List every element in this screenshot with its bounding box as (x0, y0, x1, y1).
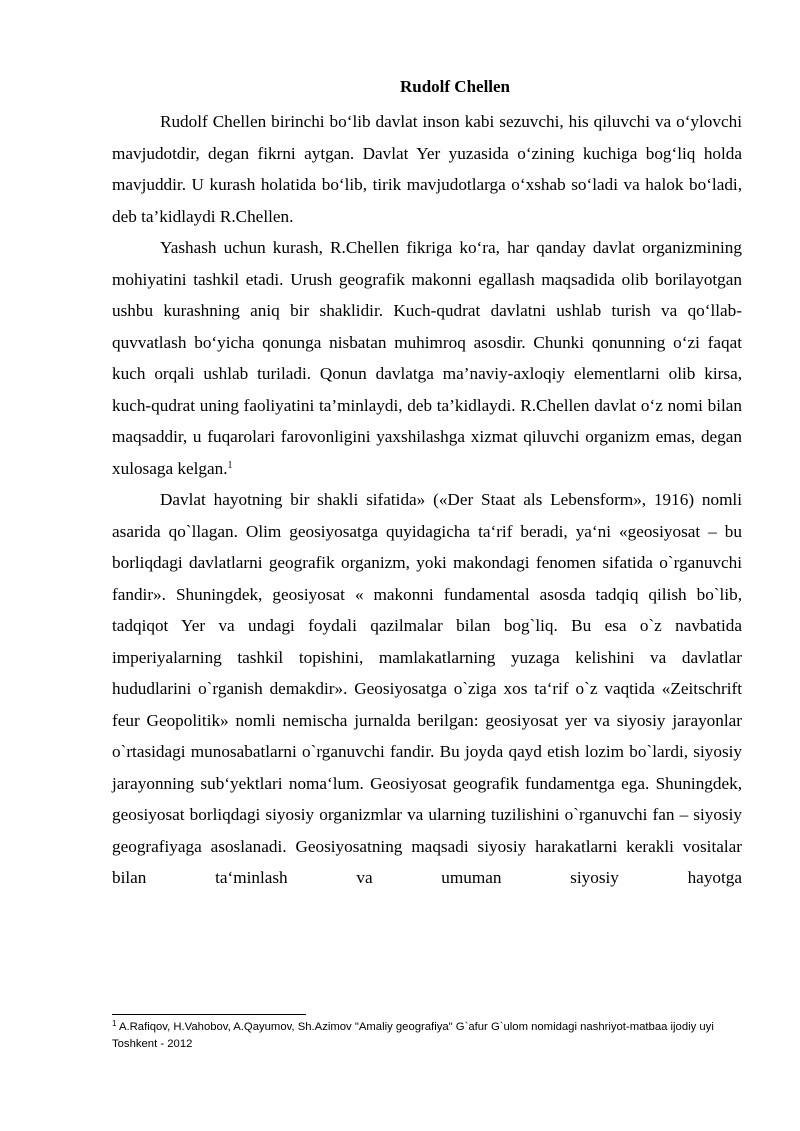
footnote-separator (112, 1014, 306, 1015)
footnote-marker: 1 (112, 1019, 117, 1028)
paragraph-text: Davlat hayotning bir shakli sifatida» («Der Staat als Lebensform», 1916) nomli asarida qo`llagan. Olim geosiyosatga quyidagicha ta‘rif beradi, ya‘ni «geosiyosat – bu borliqdagi davlatlarni geografik organizm, yoki makondagi fenomen sifatida o`rganuvchi fandir». Shuningdek, geosiyosat « makonni fundamental asosda tadqiq qilish bo`lib, tadqiqot Yer va undagi foydali qazilmalar bilan bog`liq. Bu esa o`z navbatida imperiyalarning tashkil topishini, mamlakatlarning yuzaga kelishini va davlatlar hududlarini o`rganish demakdir». Geosiyosatga o`ziga xos ta‘rif o`z vaqtida «Zeitschrift feur Geopolitik» nomli nemischa jurnalda berilgan: geosiyosat yer va siyosiy jarayonlar o`rtasidagi munosabatlarni o`rganuvchi fandir. Bu joyda qayd etish lozim bo`lardi, siyosiy jarayonning sub‘yektlari noma‘lum. Geosiyosat geografik fundamentga ega. Shuningdek, geosiyosat borliqdagi siyosiy organizmlar va ularning tuzilishini o`rganuvchi fan – siyosiy geografiyaga asoslanadi. Geosiyosatning maqsadi siyosiy harakatlarni kerakli vositalar bilan ta‘minlash va umuman siyosiy hayotga (112, 490, 742, 887)
page-title: Rudolf Chellen (399, 77, 511, 96)
paragraph-text: Rudolf Chellen birinchi bo‘lib davlat inson kabi sezuvchi, his qiluvchi va o‘ylovchi mavjudotdir, degan fikrni aytgan. Davlat Yer yuzasida o‘zining kuchiga bog‘liq holda mavjuddir. U kurash holatida bo‘lib, tirik mavjudotlarga o‘xshab so‘ladi va halok bo‘ladi, deb ta’kidlaydi R.Chellen. (112, 112, 742, 226)
paragraph-text: Yashash uchun kurash, R.Chellen fikriga ko‘ra, har qanday davlat organizmining mohiyatini tashkil etadi. Urush geografik makonni egallash maqsadida olib borilayotgan ushbu kurashning aniq bir shaklidir. Kuch-qudrat davlatni ushlab turish va qo‘llab-quvvatlash bo‘yicha qonunga nisbatan muhimroq asosdir. Chunki qonunning o‘zi faqat kuch orqali ushlab turiladi. Qonun davlatga ma’naviy-axloqiy elementlarni olib kirsa, kuch-qudrat uning faoliyatini ta’minlaydi, deb ta’kidlaydi. R.Chellen davlat o‘z nomi bilan maqsaddir, u fuqarolari farovonligini yaxshilashga xizmat qiluvchi organizm emas, degan xulosaga kelgan. (112, 238, 742, 478)
footnote-reference[interactable]: 1 (227, 459, 233, 471)
paragraph (112, 232, 742, 484)
footnote-text: A.Rafiqov, H.Vahobov, A.Qayumov, Sh.Azimov "Amaliy geografiya" G`afur G`ulom nomidagi nashriyot-matbaa ijodiy uyi Toshkent - 2012 (112, 1021, 714, 1050)
body-text (112, 106, 742, 894)
paragraph (112, 484, 742, 894)
footnote (112, 1019, 742, 1053)
paragraph (112, 106, 742, 232)
